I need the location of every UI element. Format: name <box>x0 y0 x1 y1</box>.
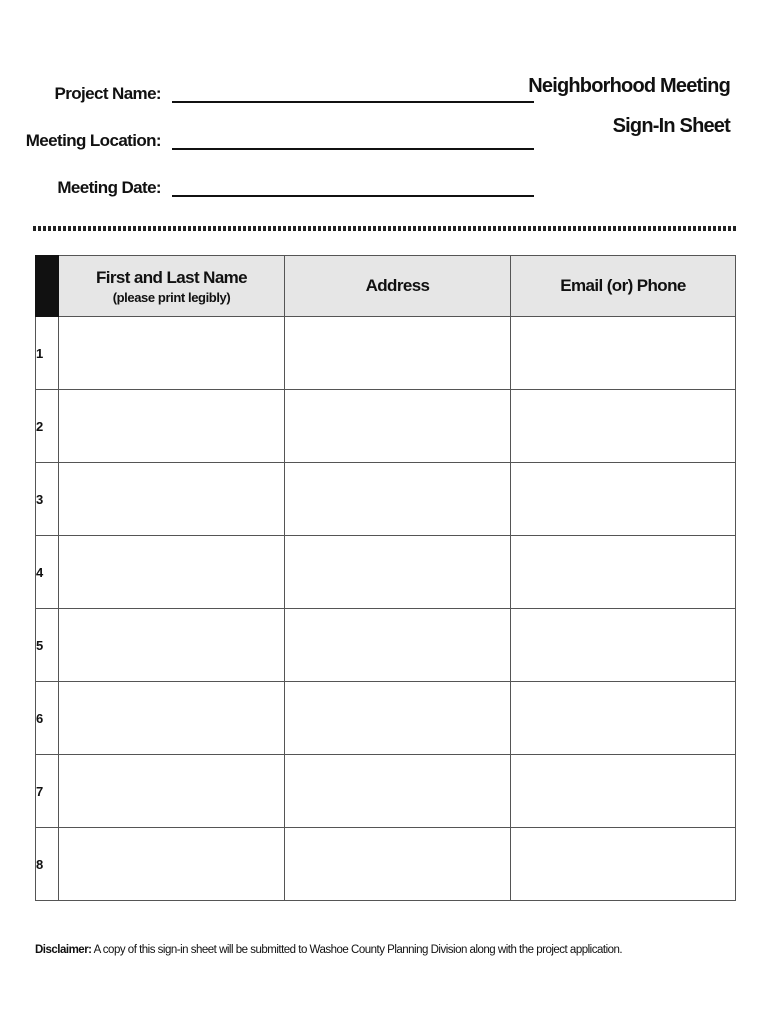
table-row <box>36 755 736 828</box>
contact-cell[interactable] <box>511 536 736 609</box>
disclaimer-label: Disclaimer: <box>35 944 92 956</box>
disclaimer-text: A copy of this sign-in sheet will be submitted to Washoe County Planning Division along with the project application. <box>91 944 623 956</box>
address-cell[interactable] <box>285 682 511 755</box>
column-header-address-label: Address <box>365 276 430 295</box>
row-number: 5 <box>36 609 59 682</box>
table-row <box>36 828 736 901</box>
table-row <box>36 463 736 536</box>
column-header-name-sublabel: (please print legibly) <box>112 289 231 305</box>
contact-cell[interactable] <box>511 390 736 463</box>
row-number: 3 <box>36 463 59 536</box>
column-header-contact <box>511 256 736 317</box>
contact-cell[interactable] <box>511 463 736 536</box>
column-header-address <box>285 256 511 317</box>
row-number: 8 <box>36 828 59 901</box>
name-cell[interactable] <box>59 755 285 828</box>
row-number: 7 <box>36 755 59 828</box>
table-row <box>36 609 736 682</box>
address-cell[interactable] <box>285 755 511 828</box>
contact-cell[interactable] <box>511 609 736 682</box>
contact-cell[interactable] <box>511 317 736 390</box>
table-header-row <box>36 256 736 317</box>
row-number: 4 <box>36 536 59 609</box>
disclaimer <box>35 944 622 956</box>
address-cell[interactable] <box>285 828 511 901</box>
table-row <box>36 536 736 609</box>
address-cell[interactable] <box>285 463 511 536</box>
contact-cell[interactable] <box>511 755 736 828</box>
column-header-contact-label: Email (or) Phone <box>560 276 686 295</box>
document-title-line1: Neighborhood Meeting <box>528 75 730 97</box>
table-row <box>36 317 736 390</box>
name-cell[interactable] <box>59 390 285 463</box>
project-name-label: Project Name: <box>54 84 161 103</box>
name-cell[interactable] <box>59 536 285 609</box>
name-cell[interactable] <box>59 682 285 755</box>
name-cell[interactable] <box>59 317 285 390</box>
contact-cell[interactable] <box>511 682 736 755</box>
contact-cell[interactable] <box>511 828 736 901</box>
address-cell[interactable] <box>285 609 511 682</box>
header-corner-block <box>36 256 59 317</box>
row-number: 2 <box>36 390 59 463</box>
meeting-location-label: Meeting Location: <box>25 131 161 150</box>
project-name-field[interactable] <box>172 101 534 103</box>
sign-in-table <box>35 255 736 901</box>
row-number: 1 <box>36 317 59 390</box>
name-cell[interactable] <box>59 828 285 901</box>
row-number: 6 <box>36 682 59 755</box>
address-cell[interactable] <box>285 317 511 390</box>
meeting-date-label: Meeting Date: <box>57 178 161 197</box>
name-cell[interactable] <box>59 609 285 682</box>
table-row <box>36 390 736 463</box>
meeting-location-field[interactable] <box>172 148 534 150</box>
address-cell[interactable] <box>285 536 511 609</box>
meeting-date-field[interactable] <box>172 195 534 197</box>
address-cell[interactable] <box>285 390 511 463</box>
name-cell[interactable] <box>59 463 285 536</box>
dotted-divider <box>33 226 736 231</box>
column-header-name-label: First and Last Name <box>95 267 248 287</box>
document-title-line2: Sign-In Sheet <box>612 115 730 137</box>
table-row <box>36 682 736 755</box>
column-header-name <box>59 256 285 317</box>
